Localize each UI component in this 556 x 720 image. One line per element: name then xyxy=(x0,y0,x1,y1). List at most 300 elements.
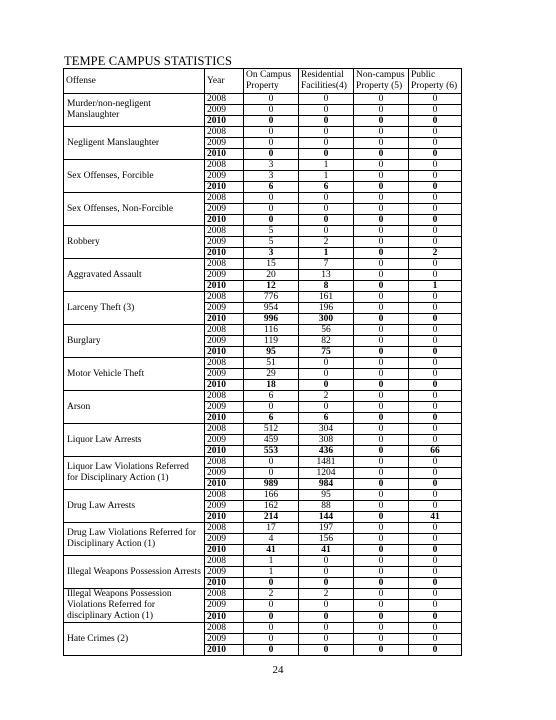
header-residential: Residential Facilities(4) xyxy=(299,69,354,94)
non-campus-cell: 0 xyxy=(354,226,409,237)
residential-cell: 0 xyxy=(299,402,354,413)
year-cell: 2008 xyxy=(205,457,244,468)
residential-cell: 0 xyxy=(299,149,354,160)
header-on-campus: On Campus Property xyxy=(244,69,299,94)
public-cell: 0 xyxy=(409,325,462,336)
non-campus-cell: 0 xyxy=(354,634,409,645)
residential-cell: 1481 xyxy=(299,457,354,468)
non-campus-cell: 0 xyxy=(354,611,409,622)
non-campus-cell: 0 xyxy=(354,567,409,578)
offense-name: Aggravated Assault xyxy=(64,259,205,292)
year-cell: 2008 xyxy=(205,292,244,303)
offense-name: Robbery xyxy=(64,226,205,259)
residential-cell: 0 xyxy=(299,105,354,116)
table-row xyxy=(64,160,462,171)
year-cell: 2010 xyxy=(205,413,244,424)
residential-cell: 13 xyxy=(299,270,354,281)
public-cell: 0 xyxy=(409,358,462,369)
non-campus-cell: 0 xyxy=(354,512,409,523)
non-campus-cell: 0 xyxy=(354,402,409,413)
year-cell: 2009 xyxy=(205,303,244,314)
on-campus-cell: 0 xyxy=(244,204,299,215)
offense-name: Larceny Theft (3) xyxy=(64,292,205,325)
non-campus-cell: 0 xyxy=(354,457,409,468)
non-campus-cell: 0 xyxy=(354,270,409,281)
non-campus-cell: 0 xyxy=(354,237,409,248)
residential-cell: 0 xyxy=(299,138,354,149)
on-campus-cell: 51 xyxy=(244,358,299,369)
year-cell: 2010 xyxy=(205,446,244,457)
year-cell: 2010 xyxy=(205,512,244,523)
header-offense: Offense xyxy=(64,69,205,94)
on-campus-cell: 116 xyxy=(244,325,299,336)
public-cell: 0 xyxy=(409,193,462,204)
public-cell: 0 xyxy=(409,611,462,622)
public-cell: 0 xyxy=(409,303,462,314)
residential-cell: 0 xyxy=(299,634,354,645)
page-title: TEMPE CAMPUS STATISTICS xyxy=(64,54,232,68)
non-campus-cell: 0 xyxy=(354,149,409,160)
on-campus-cell: 17 xyxy=(244,523,299,534)
non-campus-cell: 0 xyxy=(354,534,409,545)
table-row xyxy=(64,490,462,501)
public-cell: 0 xyxy=(409,578,462,589)
table-row xyxy=(64,226,462,237)
offense-name: Motor Vehicle Theft xyxy=(64,358,205,391)
on-campus-cell: 0 xyxy=(244,116,299,127)
public-cell: 0 xyxy=(409,138,462,149)
on-campus-cell: 0 xyxy=(244,138,299,149)
year-cell: 2009 xyxy=(205,138,244,149)
public-cell: 0 xyxy=(409,369,462,380)
public-cell: 0 xyxy=(409,634,462,645)
on-campus-cell: 3 xyxy=(244,171,299,182)
non-campus-cell: 0 xyxy=(354,281,409,292)
public-cell: 0 xyxy=(409,314,462,325)
public-cell: 66 xyxy=(409,446,462,457)
year-cell: 2010 xyxy=(205,611,244,622)
public-cell: 0 xyxy=(409,623,462,634)
offense-name: Illegal Weapons Possession Violations Referred for disciplinary Action (1) xyxy=(64,589,205,623)
table-row xyxy=(64,94,462,105)
public-cell: 0 xyxy=(409,105,462,116)
non-campus-cell: 0 xyxy=(354,589,409,600)
public-cell: 0 xyxy=(409,567,462,578)
table-row xyxy=(64,292,462,303)
on-campus-cell: 119 xyxy=(244,336,299,347)
on-campus-cell: 6 xyxy=(244,413,299,424)
public-cell: 0 xyxy=(409,545,462,556)
offense-name: Liquor Law Violations Referred for Disciplinary Action (1) xyxy=(64,457,205,490)
residential-cell: 156 xyxy=(299,534,354,545)
table-row xyxy=(64,457,462,468)
on-campus-cell: 3 xyxy=(244,160,299,171)
table-body xyxy=(64,94,462,656)
non-campus-cell: 0 xyxy=(354,600,409,611)
table-row xyxy=(64,127,462,138)
year-cell: 2008 xyxy=(205,523,244,534)
non-campus-cell: 0 xyxy=(354,578,409,589)
on-campus-cell: 0 xyxy=(244,634,299,645)
year-cell: 2008 xyxy=(205,226,244,237)
public-cell: 0 xyxy=(409,435,462,446)
residential-cell: 0 xyxy=(299,127,354,138)
year-cell: 2008 xyxy=(205,160,244,171)
year-cell: 2009 xyxy=(205,237,244,248)
year-cell: 2010 xyxy=(205,116,244,127)
on-campus-cell: 3 xyxy=(244,248,299,259)
on-campus-cell: 166 xyxy=(244,490,299,501)
table-row xyxy=(64,391,462,402)
on-campus-cell: 553 xyxy=(244,446,299,457)
on-campus-cell: 0 xyxy=(244,468,299,479)
public-cell: 0 xyxy=(409,402,462,413)
on-campus-cell: 989 xyxy=(244,479,299,490)
public-cell: 0 xyxy=(409,204,462,215)
residential-cell: 1 xyxy=(299,248,354,259)
on-campus-cell: 5 xyxy=(244,226,299,237)
non-campus-cell: 0 xyxy=(354,479,409,490)
public-cell: 0 xyxy=(409,182,462,193)
public-cell: 0 xyxy=(409,490,462,501)
residential-cell: 0 xyxy=(299,645,354,656)
residential-cell: 1 xyxy=(299,160,354,171)
on-campus-cell: 5 xyxy=(244,237,299,248)
public-cell: 0 xyxy=(409,600,462,611)
on-campus-cell: 512 xyxy=(244,424,299,435)
public-cell: 0 xyxy=(409,468,462,479)
offense-name: Arson xyxy=(64,391,205,424)
public-cell: 2 xyxy=(409,248,462,259)
offense-name: Drug Law Arrests xyxy=(64,490,205,523)
table-row xyxy=(64,589,462,600)
public-cell: 0 xyxy=(409,413,462,424)
year-cell: 2008 xyxy=(205,556,244,567)
public-cell: 0 xyxy=(409,171,462,182)
year-cell: 2009 xyxy=(205,435,244,446)
year-cell: 2009 xyxy=(205,105,244,116)
residential-cell: 0 xyxy=(299,611,354,622)
public-cell: 0 xyxy=(409,94,462,105)
year-cell: 2010 xyxy=(205,182,244,193)
non-campus-cell: 0 xyxy=(354,556,409,567)
non-campus-cell: 0 xyxy=(354,94,409,105)
header-non-campus: Non-campus Property (5) xyxy=(354,69,409,94)
residential-cell: 0 xyxy=(299,600,354,611)
residential-cell: 0 xyxy=(299,623,354,634)
residential-cell: 41 xyxy=(299,545,354,556)
residential-cell: 0 xyxy=(299,204,354,215)
offense-name: Murder/non-negligent Manslaughter xyxy=(64,94,205,127)
non-campus-cell: 0 xyxy=(354,413,409,424)
year-cell: 2009 xyxy=(205,204,244,215)
residential-cell: 8 xyxy=(299,281,354,292)
public-cell: 0 xyxy=(409,336,462,347)
year-cell: 2009 xyxy=(205,501,244,512)
non-campus-cell: 0 xyxy=(354,171,409,182)
non-campus-cell: 0 xyxy=(354,545,409,556)
public-cell: 0 xyxy=(409,259,462,270)
residential-cell: 436 xyxy=(299,446,354,457)
year-cell: 2009 xyxy=(205,600,244,611)
year-cell: 2009 xyxy=(205,336,244,347)
on-campus-cell: 4 xyxy=(244,534,299,545)
residential-cell: 0 xyxy=(299,358,354,369)
offense-name: Drug Law Violations Referred for Disciplinary Action (1) xyxy=(64,523,205,556)
public-cell: 0 xyxy=(409,292,462,303)
on-campus-cell: 18 xyxy=(244,380,299,391)
on-campus-cell: 6 xyxy=(244,182,299,193)
table-row xyxy=(64,523,462,534)
on-campus-cell: 954 xyxy=(244,303,299,314)
year-cell: 2009 xyxy=(205,402,244,413)
header-public: Public Property (6) xyxy=(409,69,462,94)
year-cell: 2009 xyxy=(205,171,244,182)
year-cell: 2008 xyxy=(205,358,244,369)
residential-cell: 7 xyxy=(299,259,354,270)
residential-cell: 6 xyxy=(299,413,354,424)
on-campus-cell: 162 xyxy=(244,501,299,512)
offense-name: Negligent Manslaughter xyxy=(64,127,205,160)
residential-cell: 0 xyxy=(299,567,354,578)
on-campus-cell: 214 xyxy=(244,512,299,523)
year-cell: 2010 xyxy=(205,281,244,292)
year-cell: 2009 xyxy=(205,567,244,578)
year-cell: 2008 xyxy=(205,490,244,501)
public-cell: 0 xyxy=(409,523,462,534)
residential-cell: 0 xyxy=(299,556,354,567)
year-cell: 2010 xyxy=(205,479,244,490)
year-cell: 2008 xyxy=(205,589,244,600)
on-campus-cell: 0 xyxy=(244,149,299,160)
residential-cell: 75 xyxy=(299,347,354,358)
residential-cell: 0 xyxy=(299,94,354,105)
residential-cell: 2 xyxy=(299,391,354,402)
year-cell: 2008 xyxy=(205,424,244,435)
residential-cell: 0 xyxy=(299,578,354,589)
on-campus-cell: 0 xyxy=(244,600,299,611)
header-row xyxy=(64,69,462,94)
non-campus-cell: 0 xyxy=(354,391,409,402)
residential-cell: 0 xyxy=(299,215,354,226)
on-campus-cell: 95 xyxy=(244,347,299,358)
public-cell: 0 xyxy=(409,127,462,138)
on-campus-cell: 2 xyxy=(244,589,299,600)
on-campus-cell: 0 xyxy=(244,105,299,116)
offense-name: Hate Crimes (2) xyxy=(64,623,205,656)
page-number: 24 xyxy=(272,664,284,676)
public-cell: 0 xyxy=(409,534,462,545)
table-row xyxy=(64,623,462,634)
non-campus-cell: 0 xyxy=(354,347,409,358)
on-campus-cell: 29 xyxy=(244,369,299,380)
on-campus-cell: 41 xyxy=(244,545,299,556)
on-campus-cell: 6 xyxy=(244,391,299,402)
residential-cell: 0 xyxy=(299,116,354,127)
table-row xyxy=(64,325,462,336)
non-campus-cell: 0 xyxy=(354,380,409,391)
non-campus-cell: 0 xyxy=(354,215,409,226)
residential-cell: 300 xyxy=(299,314,354,325)
non-campus-cell: 0 xyxy=(354,292,409,303)
year-cell: 2008 xyxy=(205,391,244,402)
public-cell: 0 xyxy=(409,237,462,248)
year-cell: 2010 xyxy=(205,149,244,160)
public-cell: 41 xyxy=(409,512,462,523)
on-campus-cell: 0 xyxy=(244,623,299,634)
residential-cell: 88 xyxy=(299,501,354,512)
year-cell: 2008 xyxy=(205,127,244,138)
non-campus-cell: 0 xyxy=(354,446,409,457)
on-campus-cell: 0 xyxy=(244,611,299,622)
residential-cell: 0 xyxy=(299,369,354,380)
non-campus-cell: 0 xyxy=(354,369,409,380)
table-row xyxy=(64,556,462,567)
residential-cell: 1 xyxy=(299,171,354,182)
public-cell: 0 xyxy=(409,424,462,435)
year-cell: 2010 xyxy=(205,545,244,556)
table-row xyxy=(64,358,462,369)
on-campus-cell: 0 xyxy=(244,578,299,589)
residential-cell: 2 xyxy=(299,237,354,248)
year-cell: 2009 xyxy=(205,468,244,479)
non-campus-cell: 0 xyxy=(354,116,409,127)
offense-name: Liquor Law Arrests xyxy=(64,424,205,457)
public-cell: 0 xyxy=(409,556,462,567)
year-cell: 2009 xyxy=(205,534,244,545)
non-campus-cell: 0 xyxy=(354,182,409,193)
on-campus-cell: 776 xyxy=(244,292,299,303)
residential-cell: 0 xyxy=(299,380,354,391)
on-campus-cell: 1 xyxy=(244,567,299,578)
non-campus-cell: 0 xyxy=(354,490,409,501)
on-campus-cell: 0 xyxy=(244,127,299,138)
public-cell: 0 xyxy=(409,347,462,358)
residential-cell: 304 xyxy=(299,424,354,435)
residential-cell: 161 xyxy=(299,292,354,303)
year-cell: 2010 xyxy=(205,578,244,589)
year-cell: 2008 xyxy=(205,94,244,105)
non-campus-cell: 0 xyxy=(354,138,409,149)
public-cell: 1 xyxy=(409,281,462,292)
residential-cell: 144 xyxy=(299,512,354,523)
non-campus-cell: 0 xyxy=(354,325,409,336)
non-campus-cell: 0 xyxy=(354,424,409,435)
non-campus-cell: 0 xyxy=(354,435,409,446)
public-cell: 0 xyxy=(409,215,462,226)
non-campus-cell: 0 xyxy=(354,523,409,534)
residential-cell: 1204 xyxy=(299,468,354,479)
year-cell: 2009 xyxy=(205,369,244,380)
on-campus-cell: 459 xyxy=(244,435,299,446)
residential-cell: 95 xyxy=(299,490,354,501)
public-cell: 0 xyxy=(409,270,462,281)
year-cell: 2008 xyxy=(205,623,244,634)
on-campus-cell: 996 xyxy=(244,314,299,325)
on-campus-cell: 0 xyxy=(244,193,299,204)
residential-cell: 2 xyxy=(299,589,354,600)
non-campus-cell: 0 xyxy=(354,336,409,347)
non-campus-cell: 0 xyxy=(354,127,409,138)
on-campus-cell: 0 xyxy=(244,645,299,656)
on-campus-cell: 15 xyxy=(244,259,299,270)
public-cell: 0 xyxy=(409,391,462,402)
campus-statistics-table xyxy=(63,68,462,656)
on-campus-cell: 20 xyxy=(244,270,299,281)
public-cell: 0 xyxy=(409,457,462,468)
offense-name: Sex Offenses, Forcible xyxy=(64,160,205,193)
on-campus-cell: 1 xyxy=(244,556,299,567)
year-cell: 2009 xyxy=(205,634,244,645)
residential-cell: 6 xyxy=(299,182,354,193)
public-cell: 0 xyxy=(409,589,462,600)
table-row xyxy=(64,424,462,435)
non-campus-cell: 0 xyxy=(354,204,409,215)
residential-cell: 56 xyxy=(299,325,354,336)
offense-name: Sex Offenses, Non-Forcible xyxy=(64,193,205,226)
year-cell: 2008 xyxy=(205,193,244,204)
public-cell: 0 xyxy=(409,479,462,490)
public-cell: 0 xyxy=(409,116,462,127)
on-campus-cell: 0 xyxy=(244,215,299,226)
year-cell: 2010 xyxy=(205,645,244,656)
year-cell: 2008 xyxy=(205,259,244,270)
residential-cell: 308 xyxy=(299,435,354,446)
non-campus-cell: 0 xyxy=(354,303,409,314)
residential-cell: 0 xyxy=(299,193,354,204)
non-campus-cell: 0 xyxy=(354,105,409,116)
non-campus-cell: 0 xyxy=(354,314,409,325)
non-campus-cell: 0 xyxy=(354,160,409,171)
non-campus-cell: 0 xyxy=(354,259,409,270)
year-cell: 2010 xyxy=(205,248,244,259)
public-cell: 0 xyxy=(409,160,462,171)
on-campus-cell: 0 xyxy=(244,402,299,413)
on-campus-cell: 0 xyxy=(244,457,299,468)
year-cell: 2009 xyxy=(205,270,244,281)
residential-cell: 984 xyxy=(299,479,354,490)
public-cell: 0 xyxy=(409,645,462,656)
offense-name: Illegal Weapons Possession Arrests xyxy=(64,556,205,589)
residential-cell: 197 xyxy=(299,523,354,534)
year-cell: 2010 xyxy=(205,215,244,226)
non-campus-cell: 0 xyxy=(354,248,409,259)
table-row xyxy=(64,193,462,204)
offense-name: Burglary xyxy=(64,325,205,358)
public-cell: 0 xyxy=(409,149,462,160)
public-cell: 0 xyxy=(409,226,462,237)
residential-cell: 0 xyxy=(299,226,354,237)
year-cell: 2010 xyxy=(205,314,244,325)
on-campus-cell: 0 xyxy=(244,94,299,105)
non-campus-cell: 0 xyxy=(354,623,409,634)
non-campus-cell: 0 xyxy=(354,501,409,512)
on-campus-cell: 12 xyxy=(244,281,299,292)
table-row xyxy=(64,259,462,270)
year-cell: 2010 xyxy=(205,380,244,391)
year-cell: 2010 xyxy=(205,347,244,358)
header-year: Year xyxy=(205,69,244,94)
public-cell: 0 xyxy=(409,501,462,512)
year-cell: 2008 xyxy=(205,325,244,336)
non-campus-cell: 0 xyxy=(354,193,409,204)
public-cell: 0 xyxy=(409,380,462,391)
residential-cell: 196 xyxy=(299,303,354,314)
non-campus-cell: 0 xyxy=(354,358,409,369)
non-campus-cell: 0 xyxy=(354,645,409,656)
residential-cell: 82 xyxy=(299,336,354,347)
non-campus-cell: 0 xyxy=(354,468,409,479)
